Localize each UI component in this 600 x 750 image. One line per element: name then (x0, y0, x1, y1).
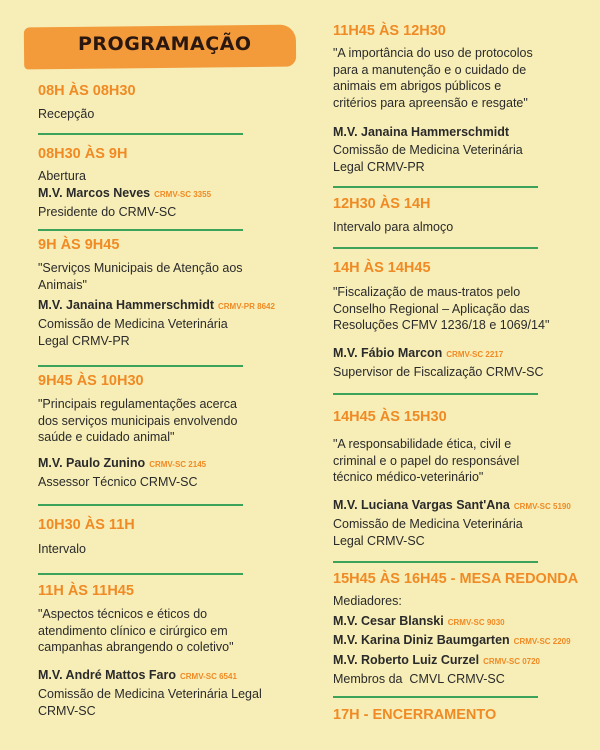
speaker-name: M.V. Fábio Marcon CRMV-SC 2217 (333, 346, 504, 360)
divider (333, 696, 538, 698)
speaker-registration: CRMV-SC 2209 (513, 637, 571, 646)
speaker-name: M.V. André Mattos Faro CRMV-SC 6541 (38, 668, 237, 682)
session-time: 17H - ENCERRAMENTO (333, 707, 497, 723)
divider (38, 504, 243, 506)
speaker-role: Comissão de Medicina Veterinária Legal CRMV-PR (38, 317, 228, 348)
speaker-name: M.V. Paulo Zunino CRMV-SC 2145 (38, 456, 207, 470)
session-text: "Fiscalização de maus-tratos pelo Conselho Regional – Aplicação das Resoluções CFMV 1236/18 e 1069/14" (333, 285, 550, 332)
speaker-role: Assessor Técnico CRMV-SC (38, 475, 198, 489)
session-text: Intervalo para almoço (333, 220, 454, 234)
members-text: Membros da CMVL CRMV-SC (333, 672, 505, 686)
session-text: "A responsabilidade ética, civil e criminal e o papel do responsável técnico médico-veterinário" (333, 437, 520, 484)
speaker-role: Presidente do CRMV-SC (38, 205, 177, 219)
session-time: 9H ÀS 9H45 (38, 237, 120, 253)
speaker-role: Supervisor de Fiscalização CRMV-SC (333, 365, 544, 379)
mediators-label: Mediadores: (333, 594, 402, 608)
speaker-registration: CRMV-SC 0720 (483, 657, 540, 666)
speaker-role: Comissão de Medicina Veterinária Legal CRMV-PR (333, 143, 523, 174)
speaker-name: M.V. Janaina Hammerschmidt (333, 125, 509, 139)
divider (333, 393, 538, 395)
session-text: "Serviços Municipais de Atenção aos Animais" (38, 261, 243, 292)
divider (333, 247, 538, 249)
speaker-registration: CRMV-SC 9030 (447, 618, 505, 627)
session-time: 08H30 ÀS 9H (38, 146, 128, 162)
divider (38, 229, 243, 231)
session-time: 14H45 ÀS 15H30 (333, 409, 447, 425)
session-time: 08H ÀS 08H30 (38, 83, 136, 99)
speaker-registration: CRMV-SC 3355 (154, 190, 212, 199)
session-time: 12H30 ÀS 14H (333, 196, 431, 212)
session-text: "A importância do uso de protocolos para a manutenção e o cuidado de animais em abrigos públicos e critérios para apreensão e resgate" (333, 46, 533, 110)
session-text: "Principais regulamentações acerca dos serviços municipais envolvendo saúde e cuidado animal" (38, 397, 238, 444)
speaker-registration: CRMV-SC 5190 (513, 502, 571, 511)
session-time: 15H45 ÀS 16H45 - MESA REDONDA (333, 571, 579, 587)
divider (333, 186, 538, 188)
speaker-registration: CRMV-SC 6541 (179, 672, 237, 681)
session-time: 14H ÀS 14H45 (333, 260, 431, 276)
session-time: 11H45 ÀS 12H30 (333, 23, 446, 39)
speaker-role: Comissão de Medicina Veterinária Legal CRMV-SC (333, 517, 523, 548)
divider (38, 133, 243, 135)
speaker-name: M.V. Cesar Blanski CRMV-SC 9030 (333, 614, 505, 628)
speaker-name: M.V. Luciana Vargas Sant'Ana CRMV-SC 5190 (333, 498, 571, 512)
speaker-registration: CRMV-SC 2217 (446, 350, 504, 359)
session-text: Recepção (38, 107, 95, 121)
speaker-registration: CRMV-SC 2145 (149, 460, 207, 469)
session-text: Abertura (38, 169, 86, 183)
session-text: "Aspectos técnicos e éticos do atendimento clínico e cirúrgico em campanhas abrangendo o coletivo" (38, 607, 234, 654)
speaker-name: M.V. Janaina Hammerschmidt CRMV-PR 8642 (38, 298, 275, 312)
divider (38, 365, 243, 367)
speaker-name: M.V. Karina Diniz Baumgarten CRMV-SC 2209 (333, 633, 571, 647)
session-text: Intervalo (38, 542, 86, 556)
session-time: 11H ÀS 11H45 (38, 583, 134, 599)
session-time: 9H45 ÀS 10H30 (38, 373, 144, 389)
page-title: PROGRAMAÇÃO (78, 33, 252, 55)
divider (333, 561, 538, 563)
speaker-role: Comissão de Medicina Veterinária Legal CRMV-SC (38, 687, 262, 718)
speaker-name: M.V. Marcos Neves CRMV-SC 3355 (38, 186, 212, 200)
speaker-name: M.V. Roberto Luiz Curzel CRMV-SC 0720 (333, 653, 540, 667)
speaker-registration: CRMV-PR 8642 (218, 302, 275, 311)
session-time: 10H30 ÀS 11H (38, 517, 135, 533)
divider (38, 573, 243, 575)
